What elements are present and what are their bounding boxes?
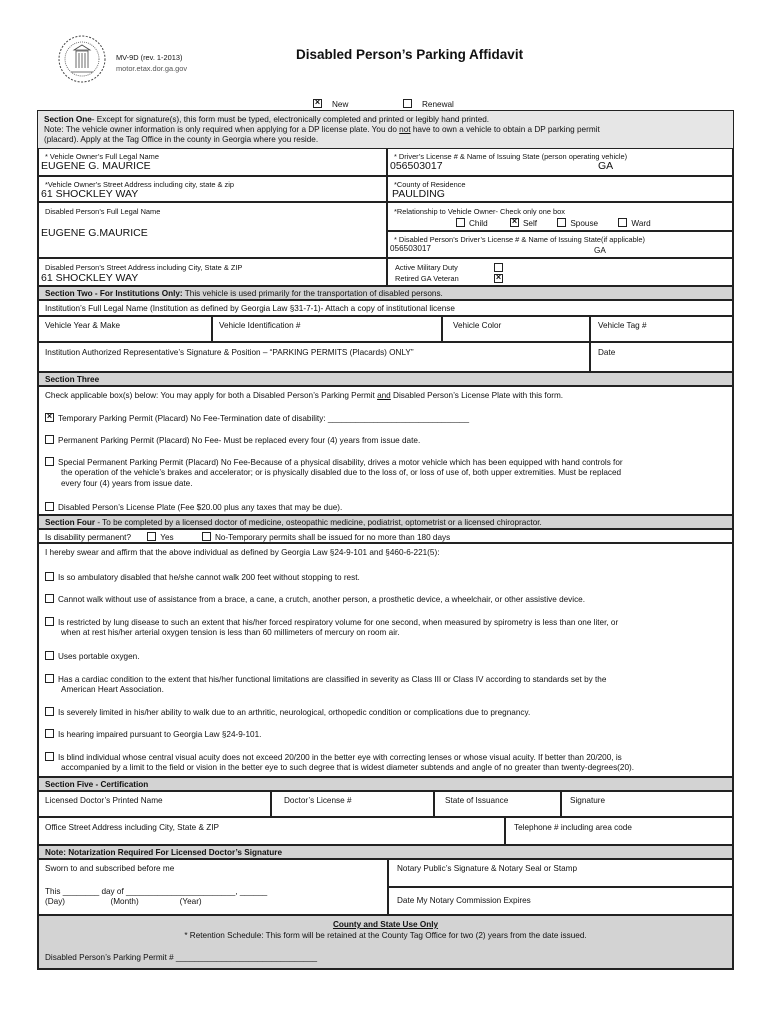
ward-label: Ward [631,219,651,228]
sworn-label: Sworn to and subscribed before me [45,864,175,873]
self-checkbox[interactable] [510,218,519,227]
note-text: Note: The vehicle owner information is only required when applying for a DP license plate. You do [44,125,400,134]
doctor-signature-field[interactable] [561,791,733,817]
county-use-title: County and State Use Only [332,920,439,929]
section-five-title: Section Five - Certification [45,780,149,789]
section-one-header [38,111,733,148]
rep-signature-field[interactable] [38,342,590,372]
disabled-person-license-number: 056503017 [390,244,431,253]
condition-lung[interactable] [45,617,618,628]
condition-lung-label: Is restricted by lung disease to such an extent that his/her forced respiratory volume for one second, when measured by spirometry is less than one liter, or [58,618,619,627]
section-one-title: Section One [44,115,92,124]
permanent-question-label: Is disability permanent? [45,533,132,542]
license-plate-label: Disabled Person’s License Plate (Fee $20.00 plus any taxes that may be due). [58,503,343,512]
self-label: Self [522,219,538,228]
driver-license-label: * Driver’s License # & Name of Issuing State (person operating vehicle) [394,152,628,161]
driver-license-state: GA [598,160,614,172]
section-four-header [38,515,733,529]
vin-field[interactable] [212,316,442,342]
section-five-header [38,777,733,791]
notary-title: Note: Notarization Required For Licensed Doctor’s Signature [45,848,283,857]
disabled-person-license-field[interactable] [387,231,733,258]
section-two-title: Section Two - For Institutions Only: [45,289,183,298]
telephone-field[interactable] [505,817,733,845]
condition-lung-label-2: when at rest his/her arterial oxygen tension is less than 60 millimeters of mercury on room air. [61,628,400,637]
condition-blind-checkbox[interactable] [45,752,54,761]
relationship-field [387,202,733,231]
section-three-instructions [45,391,563,401]
condition-cardiac-label: Has a cardiac condition to the extent that his/her functional limitations are classified in severity as Class III or Class IV according to standards set by the [58,675,607,684]
instructions-and: and [377,391,391,400]
notary-header [38,845,733,859]
instructions-text-2: Disabled Person’s License Plate with this form. [390,391,564,400]
rep-date-label: Date [598,348,616,357]
relationship-label: *Relationship to Vehicle Owner- Check only one box [394,207,565,216]
section-three-title: Section Three [45,375,100,384]
doctor-license-field[interactable] [271,791,434,817]
ward-checkbox[interactable] [618,218,627,227]
swear-statement: I hereby swear and affirm that the above individual as defined by Georgia Law §24-9-101 and §460-6-221(5): [45,548,440,557]
section-three-header [38,372,733,386]
county-use-section [38,915,733,969]
doctor-name-label: Licensed Doctor’s Printed Name [45,796,163,805]
disabled-person-license-label: * Disabled Person’s Driver’s License # & Name of Issuing State(if applicable) [394,235,645,244]
temporary-permit-option[interactable] [45,413,469,424]
institution-name-field[interactable] [38,300,733,316]
vehicle-color-field[interactable] [442,316,590,342]
permanent-question-row [38,529,733,543]
office-address-label: Office Street Address including City, State & ZIP [45,823,219,832]
disabled-person-name-value: EUGENE G.MAURICE [41,227,148,239]
condition-walk-200-label: Is so ambulatory disabled that he/she cannot walk 200 feet without stopping to rest. [58,573,360,582]
condition-blind-label-2: accompanied by a limit to the field or vision in the better eye to such degree that is widest diameter subtends and angle of no greater than twenty-degrees(20). [61,763,635,772]
child-label: Child [469,219,488,228]
condition-assistive-checkbox[interactable] [45,594,54,603]
disabled-person-name-label: Disabled Person’s Full Legal Name [45,207,161,216]
disabled-person-address-value: 61 SHOCKLEY WAY [41,272,139,284]
condition-hearing[interactable] [45,729,261,740]
veteran-checkbox[interactable] [494,274,503,283]
new-checkbox[interactable] [313,99,322,108]
vehicle-year-make-label: Vehicle Year & Make [45,321,121,330]
county-label: *County of Residence [394,180,466,189]
section-four-title: Section Four [45,518,96,527]
condition-assistive[interactable] [45,594,585,605]
military-label: Active Military Duty [395,263,458,272]
child-checkbox[interactable] [456,218,465,227]
special-permit-label-2: the operation of the vehicle’s brakes and accelerator; or is physically disabled due to the loss of, or loss of use of, both upper extremities. Must be replaced [61,468,622,477]
veteran-label: Retired GA Veteran [395,274,459,283]
renewal-label: Renewal [422,100,454,109]
commission-expires-field[interactable] [388,887,733,915]
owner-name-label: * Vehicle Owner’s Full Legal Name [45,152,159,161]
military-checkbox[interactable] [494,263,503,272]
condition-blind-label: Is blind individual whose central visual acuity does not exceed 20/200 in the better eye with correcting lenses or whose visual acuity. If better than 20/200, is [58,753,622,762]
vehicle-tag-label: Vehicle Tag # [598,321,647,330]
condition-cardiac-checkbox[interactable] [45,674,54,683]
owner-name-field[interactable] [38,148,387,176]
temporary-permit-checkbox[interactable] [45,413,54,422]
military-field [387,258,733,286]
instructions-text: Check applicable box(s) below: You may apply for both a Disabled Person’s Parking Permit [45,391,378,400]
section-two-header [38,286,733,300]
spouse-checkbox[interactable] [557,218,566,227]
condition-arthritic-checkbox[interactable] [45,707,54,716]
permit-number-field[interactable]: Disabled Person’s Parking Permit # _______________________________ [45,953,318,962]
license-plate-checkbox[interactable] [45,502,54,511]
notary-signature-field[interactable] [388,859,733,887]
driver-license-number: 056503017 [390,160,443,172]
section-two-desc: This vehicle is used primarily for the transportation of disabled persons. [182,289,443,298]
rep-date-field[interactable] [590,342,733,372]
condition-oxygen-label: Uses portable oxygen. [58,652,140,661]
section-four-desc: - To be completed by a licensed doctor of medicine, osteopathic medicine, podiatrist, optometrist or a licensed chiropractor. [95,518,542,527]
disabled-person-name-field[interactable] [38,202,387,258]
day-month-year-labels: (Day) (Month) (Year) [45,897,202,906]
yes-label: Yes [160,533,174,542]
owner-address-label: *Vehicle Owner’s Street Address including city, state & zip [45,180,234,189]
rep-signature-label: Institution Authorized Representative’s Signature & Position – “PARKING PERMITS (Placards) ONLY” [45,348,414,357]
section-three-body [38,386,733,515]
renewal-option[interactable] [403,99,454,110]
temporary-permit-label: Temporary Parking Permit (Placard) No Fee-Termination date of disability: _______________________________ [58,414,469,423]
state-issuance-field[interactable] [434,791,561,817]
vehicle-tag-field[interactable] [590,316,733,342]
yes-checkbox[interactable] [147,532,156,541]
new-option[interactable] [313,99,348,110]
doctor-license-label: Doctor’s License # [284,796,352,805]
special-permit-label: Special Permanent Parking Permit (Placard) No Fee-Because of a physical disability, drives a motor vehicle which has been equipped with hand controls for [58,458,623,467]
condition-arthritic[interactable] [45,707,530,718]
note-text-3: (placard). Apply at the Tag Office in the county in Georgia where you reside. [44,135,319,144]
condition-blind[interactable] [45,752,622,763]
sworn-field[interactable] [38,859,388,915]
disabled-person-address-label: Disabled Person’s Street Address including City, State & ZIP [45,263,243,272]
commission-expires-label: Date My Notary Commission Expires [397,896,531,905]
section-one-intro: - Except for signature(s), this form must be typed, electronically completed and printed or legibly hand printed. [91,115,490,124]
condition-cardiac-label-2: American Heart Association. [61,685,164,694]
license-plate-option[interactable] [45,502,342,513]
no-checkbox[interactable] [202,532,211,541]
doctor-name-field[interactable] [38,791,271,817]
condition-lung-checkbox[interactable] [45,617,54,626]
spouse-label: Spouse [570,219,599,228]
state-issuance-label: State of Issuance [445,796,509,805]
owner-address-field[interactable] [38,176,387,202]
special-permit-label-3: every four (4) years from issue date. [61,479,193,488]
county-value: PAULDING [392,188,445,200]
retention-text: * Retention Schedule: This form will be retained at the County Tag Office for two (2) years from the date issued. [184,931,587,940]
form-url: motor.etax.dor.ga.gov [116,64,188,73]
note-text-2: have to own a vehicle to obtain a DP parking permit [410,125,600,134]
permanent-permit-option[interactable] [45,435,420,446]
doctor-signature-label: Signature [570,796,606,805]
permanent-permit-checkbox[interactable] [45,435,54,444]
disabled-person-license-state: GA [594,246,606,255]
telephone-label: Telephone # including area code [514,823,632,832]
vehicle-color-label: Vehicle Color [453,321,502,330]
permanent-permit-label: Permanent Parking Permit (Placard) No Fee- Must be replaced every four (4) years from issue date. [58,436,421,445]
renewal-checkbox[interactable] [403,99,412,108]
disabled-person-address-field[interactable] [38,258,387,286]
institution-name-label: Institution’s Full Legal Name (Institution as defined by Georgia Law §31-7-1)- Attach a copy of institutional license [45,304,455,313]
owner-name-value: EUGENE G. MAURICE [41,160,151,172]
special-permit-option[interactable] [45,457,623,468]
special-permit-checkbox[interactable] [45,457,54,466]
no-label: No-Temporary permits shall be issued for no more than 180 days [214,533,451,542]
new-label: New [332,100,349,109]
condition-walk-200[interactable] [45,572,360,583]
vin-label: Vehicle Identification # [219,321,301,330]
day-line: This ________ day of ________________________, ______ [45,887,268,896]
note-not: not [399,125,411,134]
county-field[interactable] [387,176,733,202]
condition-oxygen[interactable] [45,651,139,662]
vehicle-year-make-field[interactable] [38,316,212,342]
form-number: MV-9D (rev. 1-2013) [116,53,183,62]
condition-cardiac[interactable] [45,674,606,685]
condition-walk-200-checkbox[interactable] [45,572,54,581]
georgia-seal-logo [56,34,108,84]
condition-arthritic-label: Is severely limited in his/her ability to walk due to an arthritic, neurological, orthopedic condition or complications due to pregnancy. [58,708,531,717]
notary-signature-label: Notary Public’s Signature & Notary Seal or Stamp [397,864,578,873]
condition-oxygen-checkbox[interactable] [45,651,54,660]
office-address-field[interactable] [38,817,505,845]
condition-hearing-checkbox[interactable] [45,729,54,738]
condition-assistive-label: Cannot walk without use of assistance from a brace, a cane, a crutch, another person, a prosthetic device, a wheelchair, or other assistive device. [58,595,586,604]
condition-hearing-label: Is hearing impaired pursuant to Georgia Law §24-9-101. [58,730,262,739]
driver-license-field[interactable] [387,148,733,176]
owner-address-value: 61 SHOCKLEY WAY [41,188,139,200]
page-title: Disabled Person’s Parking Affidavit [296,47,524,62]
